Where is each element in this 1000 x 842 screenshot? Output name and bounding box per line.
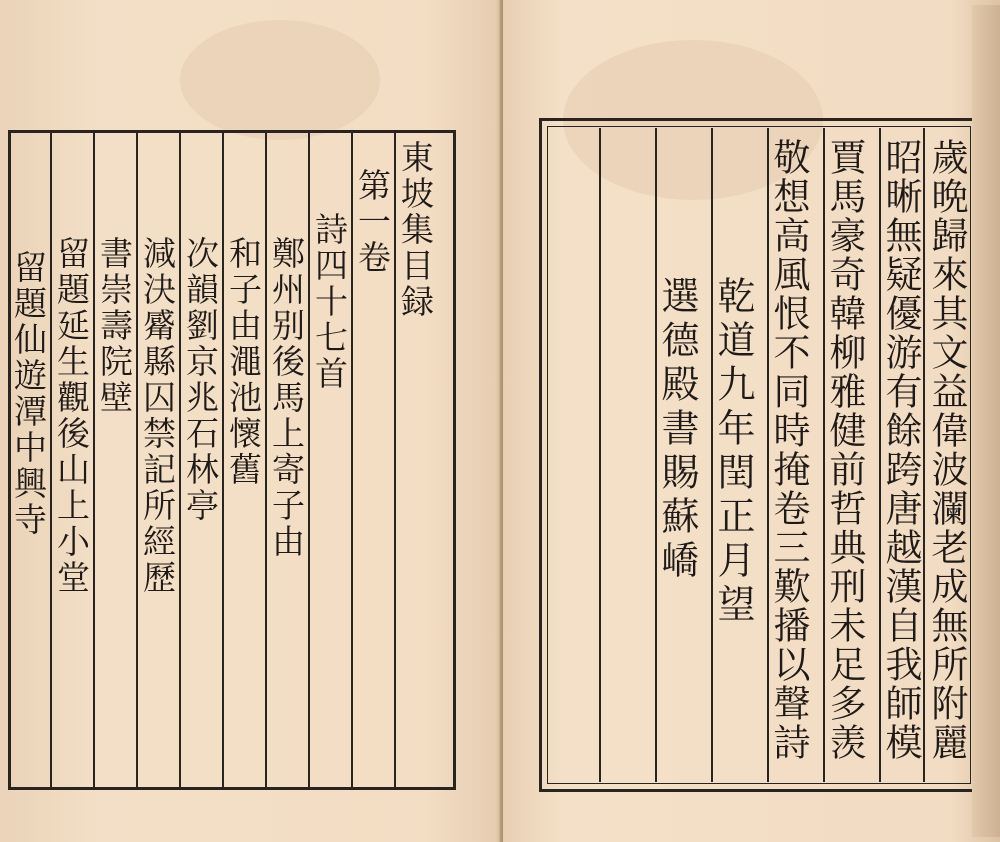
volume-heading: 第一卷: [353, 168, 392, 276]
right-page: [503, 0, 1000, 842]
toc-entry: 留題仙遊潭中興寺: [9, 250, 48, 538]
poem-count: 詩四十七首: [310, 212, 349, 392]
preface-line: 昭晰無疑優游有餘跨唐越漢自我師模: [879, 138, 922, 762]
toc-entry: 書崇壽院壁: [95, 236, 134, 416]
toc-entry: 減決觱縣囚禁記所經歷: [138, 236, 177, 596]
preface-date: 乾道九年閏正月望: [711, 276, 755, 628]
preface-signature: 選德殿書賜蘇嶠: [655, 276, 699, 584]
column-rule: [599, 128, 601, 782]
toc-entry: 和子由澠池懷舊: [224, 236, 263, 488]
preface-line: 賈馬豪奇韓柳雅健前哲典刑未足多羡: [823, 138, 866, 762]
paper-stain: [180, 20, 380, 140]
preface-line: 歲晩歸來其文益偉波瀾老成無所附麗: [925, 138, 968, 762]
page-edge: [972, 5, 1000, 837]
toc-title: 東坡集目録: [396, 140, 435, 320]
toc-entry: 鄭州别後馬上寄子由: [267, 236, 306, 560]
toc-entry: 留題延生觀後山上小堂: [52, 236, 91, 596]
preface-line: 敬想高風恨不同時掩卷三歎播以聲詩: [767, 138, 810, 762]
column-rule: [93, 133, 95, 787]
toc-entry: 次韻劉京兆石林亭: [181, 236, 220, 524]
